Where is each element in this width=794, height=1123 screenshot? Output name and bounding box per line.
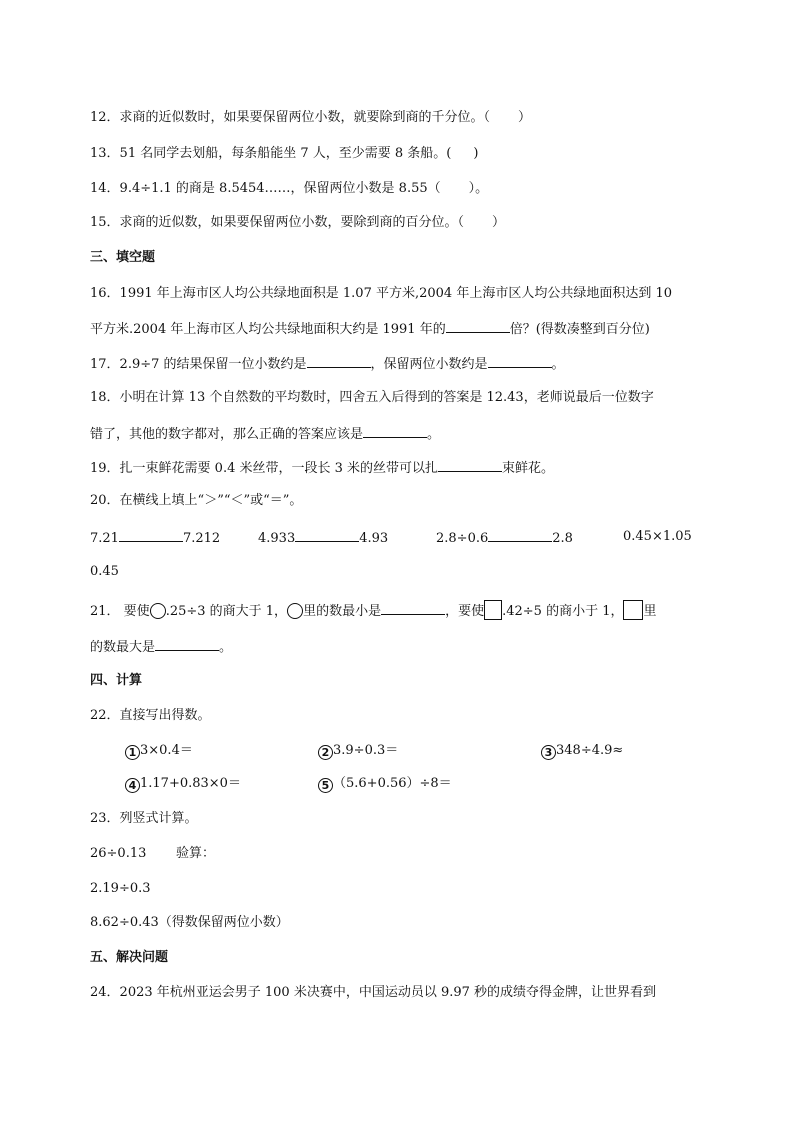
question-18-line-1: 18．小明在计算 13 个自然数的平均数时，四舍五入后得到的答案是 12.43，老师说最后一位数字 <box>90 390 654 405</box>
section-title-calculation: 四、计算 <box>90 673 143 688</box>
answer-blank[interactable] <box>155 638 219 651</box>
circled-number-icon: 3 <box>541 745 556 760</box>
circled-number-icon: 2 <box>318 745 333 760</box>
answer-blank[interactable] <box>307 355 371 368</box>
question-16-line-2: 平方米.2004 年上海市区人均公共绿地面积大约是 1991 年的 倍？(得数凑整到百分位) <box>90 322 650 337</box>
vertical-calc-3: 8.62÷0.43（得数保留两位小数） <box>90 915 289 930</box>
answer-blank[interactable] <box>363 425 427 438</box>
question-13-text: 13．51 名同学去划船，每条船能坐 7 人，至少需要 8 条船。( <box>90 146 452 161</box>
vertical-calc-1: 26÷0.13 <box>90 846 147 861</box>
question-21-line-2: 的数最大是 。 <box>90 640 233 655</box>
question-19: 19．扎一束鲜花需要 0.4 米丝带，一段长 3 米的丝带可以扎 束鲜花。 <box>90 461 555 476</box>
answer-blank[interactable] <box>488 355 552 368</box>
section-title-fill-blank: 三、填空题 <box>90 250 156 265</box>
circled-number-icon: 4 <box>125 778 140 793</box>
square-placeholder-icon <box>484 600 502 620</box>
question-13: 13．51 名同学去划船，每条船能坐 7 人，至少需要 8 条船。( ) <box>90 146 479 161</box>
question-22: 22．直接写出得数。 <box>90 708 211 723</box>
compare-item-2: 4.933 4.93 <box>258 531 389 546</box>
compare-item-4: 0.45×1.05 <box>623 529 692 544</box>
compare-item-3: 2.8÷0.6 2.8 <box>436 531 573 546</box>
vertical-calc-2: 2.19÷0.3 <box>90 881 151 896</box>
section-title-problem-solving: 五、解决问题 <box>90 950 169 965</box>
question-12: 12．求商的近似数时，如果要保留两位小数，就要除到商的千分位。（ ） <box>90 110 532 125</box>
square-placeholder-icon <box>623 600 643 620</box>
question-15-text: 15．求商的近似数，如果要保留两位小数，要除到商的百分位。（ <box>90 215 465 230</box>
question-21-line-1: 21． 要使 .25÷3 的商大于 1， 里的数最小是 ，要使 .42÷5 的商小于 1， 里 <box>90 600 656 620</box>
compare-item-4-wrap: 0.45 <box>90 564 119 579</box>
circled-number-icon: 1 <box>125 745 140 760</box>
check-label: 验算： <box>176 846 216 861</box>
question-23: 23．列竖式计算。 <box>90 811 198 826</box>
question-18-line-2: 错了，其他的数字都对，那么正确的答案应该是 。 <box>90 427 441 442</box>
question-24: 24．2023 年杭州亚运会男子 100 米决赛中，中国运动员以 9.97 秒的成绩夺得金牌，让世界看到 <box>90 985 657 1000</box>
answer-blank[interactable] <box>438 459 502 472</box>
oral-calc-item-1: 1 3×0.4＝ <box>125 743 193 760</box>
compare-blank[interactable] <box>488 529 552 542</box>
circled-number-icon: 5 <box>318 778 333 793</box>
oral-calc-item-3: 3 348÷4.9≈ <box>541 743 623 760</box>
oral-calc-item-5: 5 （5.6+0.56）÷8＝ <box>318 776 452 793</box>
question-15: 15．求商的近似数，如果要保留两位小数，要除到商的百分位。（ ） <box>90 215 506 230</box>
question-17: 17．2.9÷7 的结果保留一位小数约是 ，保留两位小数约是 。 <box>90 357 565 372</box>
oral-calc-item-4: 4 1.17+0.83×0＝ <box>125 776 241 793</box>
question-12-text: 12．求商的近似数时，如果要保留两位小数，就要除到商的千分位。（ <box>90 110 491 125</box>
circle-placeholder-icon <box>150 603 166 619</box>
compare-blank[interactable] <box>119 529 183 542</box>
question-16-line-1: 16．1991 年上海市区人均公共绿地面积是 1.07 平方米,2004 年上海市区人均公共绿地面积达到 10 <box>90 286 672 301</box>
compare-item-1: 7.21 7.212 <box>90 531 221 546</box>
answer-blank[interactable] <box>381 602 445 615</box>
oral-calc-item-2: 2 3.9÷0.3＝ <box>318 743 398 760</box>
question-14-text: 14．9.4÷1.1 的商是 8.5454……，保留两位小数是 8.55（ <box>90 181 441 196</box>
question-14: 14．9.4÷1.1 的商是 8.5454……，保留两位小数是 8.55（ ）。 <box>90 181 489 196</box>
question-20: 20．在横线上填上“＞”“＜”或“＝”。 <box>90 493 303 508</box>
circle-placeholder-icon <box>287 603 303 619</box>
compare-blank[interactable] <box>295 529 359 542</box>
answer-blank[interactable] <box>446 320 510 333</box>
